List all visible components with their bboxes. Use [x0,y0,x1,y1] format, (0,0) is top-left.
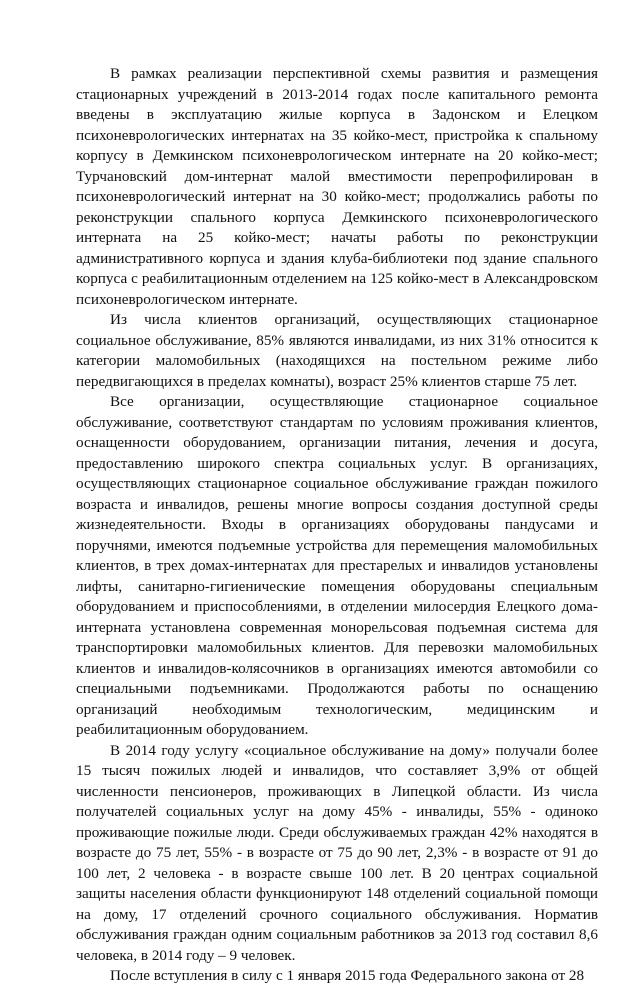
paragraph-accessibility: Все организации, осуществляющие стационарное социальное обслуживание, соответствуют стандартам по условиям проживания клиентов, оснащенности оборудованием, организации питания, лечения и досуга, предоставлению широкого спектра социальных услуг. В организациях, осуществляющих стационарное социальное обслуживание граждан пожилого возраста и инвалидов, решены многие вопросы создания доступной среды жизнедеятельности. Входы в организациях оборудованы пандусами и поручнями, имеются подъемные устройства для перемещения маломобильных клиентов, в трех домах-интернатах для престарелых и инвалидов установлены лифты, санитарно-гигиенические помещения оборудованы специальным оборудованием и приспособлениями, в отделении милосердия Елецкого дома-интерната установлена современная монорельсовая подъемная система для транспортировки маломобильных клиентов. Для перевозки маломобильных клиентов и инвалидов-колясочников в организациях имеются автомобили со специальными подъемниками. Продолжаются работы по оснащению организаций необходимым технологическим, медицинским и реабилитационным оборудованием. [76,393,598,738]
paragraph-stationary-facilities: В рамках реализации перспективной схемы развития и размещения стационарных учреждений в 2013-2014 годах после капитального ремонта введены в эксплуатацию жилые корпуса в Задонском и Елецком психоневрологических интернатах на 35 койко-мест, пристройка к спальному корпусу в Демкинском психоневрологическом интернате на 20 койко-мест; Турчановский дом-интернат малой вместимости перепрофилирован в психоневрологический интернат на 30 койко-мест; продолжались работы по реконструкции спального корпуса Демкинского психоневрологического интерната на 25 койко-мест; начаты работы по реконструкции административного корпуса и здания клуба-библиотеки под здание спального корпуса с реабилитационным отделением на 125 койко-мест в Александровском психоневрологическом интернате. [76,65,598,308]
paragraph-federal-law: После вступления в силу с 1 января 2015 года Федерального закона от 28 [110,967,585,984]
paragraph-clients-statistics: Из числа клиентов организаций, осуществляющих стационарное социальное обслуживание, 85% являются инвалидами, из них 31% относится к категории маломобильных (находящихся на постельном режиме либо передвигающихся в пределах комнаты), возраст 25% клиентов старше 75 лет. [76,311,598,390]
paragraph-home-services: В 2014 году услугу «социальное обслуживание на дому» получали более 15 тысяч пожилых людей и инвалидов, что составляет 3,9% от общей численности пенсионеров, проживающих в Липецкой области. Из числа получателей социальных услуг на дому 45% - инвалиды, 55% - одиноко проживающие пожилые люди. Среди обслуживаемых граждан 42% находятся в возрасте до 75 лет, 55% - в возрасте от 75 до 90 лет, 2,3% - в возрасте от 91 до 100 лет, 2 человека - в возрасте свыше 100 лет. В 20 центрах социальной защиты населения области функционируют 148 отделений социальной помощи на дому, 17 отделений срочного социального обслуживания. Норматив обслуживания граждан одним социальным работников за 2013 год составил 8,6 человека, в 2014 году – 9 человек. [76,741,598,964]
